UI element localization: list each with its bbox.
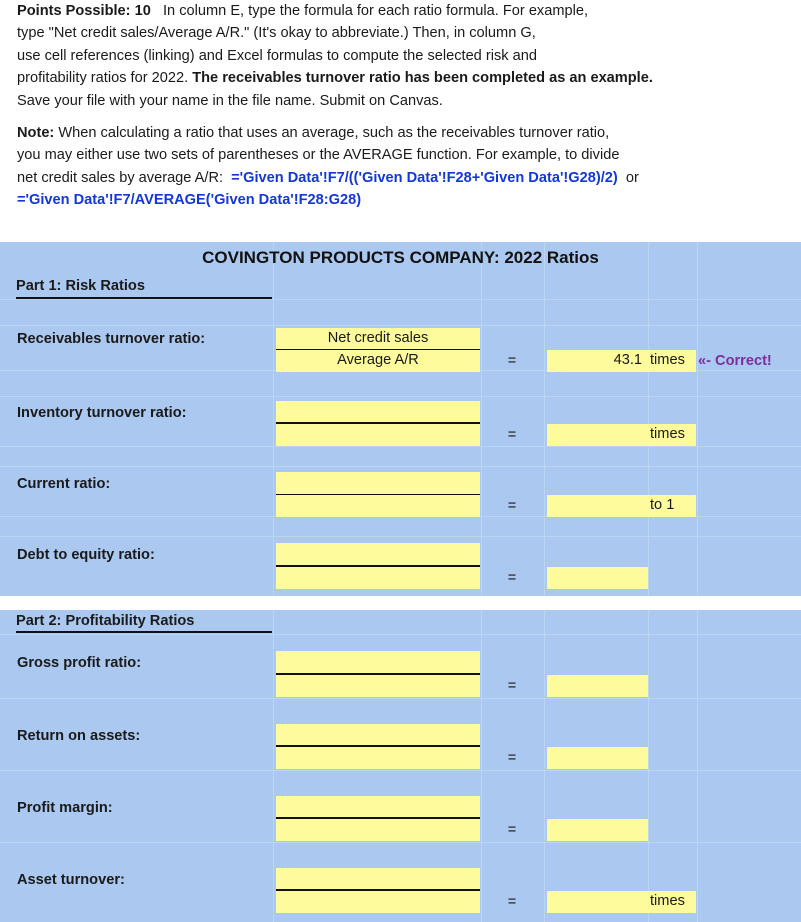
- current-value-cell[interactable]: [547, 495, 648, 517]
- note-or: or: [625, 169, 639, 186]
- note-text: When calculating a ratio that uses an average, such as the receivables turnover ratio,: [58, 125, 610, 142]
- note-line: you may either use two sets of parentheses or the AVERAGE function. For example, to divide: [17, 147, 620, 164]
- current-label: Current ratio:: [17, 476, 111, 492]
- correct-feedback: «- Correct!: [698, 353, 772, 369]
- part1-title: Part 1: Risk Ratios: [16, 278, 145, 294]
- equals-sign: =: [507, 894, 517, 910]
- debt-equity-denominator-cell[interactable]: [276, 567, 480, 589]
- note-label: Note:: [17, 125, 55, 142]
- receivables-numerator-cell[interactable]: [276, 328, 480, 350]
- profit-margin-numerator-cell[interactable]: [276, 796, 480, 818]
- instructions-paragraph: [17, 0, 797, 22]
- instruction-text: profitability ratios for 2022.: [17, 70, 189, 87]
- asset-turnover-denominator-cell[interactable]: [276, 891, 480, 913]
- formula-example-1: ='Given Data'!F7/(('Given Data'!F28+'Given Data'!G28)/2): [231, 169, 618, 186]
- current-unit: to 1: [650, 497, 675, 513]
- receivables-unit-cell: [648, 350, 696, 372]
- asset-turnover-label: Asset turnover:: [17, 872, 125, 888]
- equals-sign: =: [507, 427, 517, 443]
- instruction-line: Save your file with your name in the file name. Submit on Canvas.: [17, 92, 443, 109]
- asset-turnover-numerator-cell[interactable]: [276, 868, 480, 890]
- receivables-value: 43.1: [613, 352, 642, 368]
- part2-title: Part 2: Profitability Ratios: [16, 613, 195, 629]
- equals-sign: =: [507, 678, 517, 694]
- inventory-numerator-cell[interactable]: [276, 401, 480, 423]
- profit-margin-denominator-cell[interactable]: [276, 819, 480, 841]
- note-line: [17, 122, 797, 144]
- instruction-text: In column E, type the formula for each ratio formula. For example,: [163, 3, 589, 19]
- note-line: [17, 189, 797, 211]
- current-denominator-cell[interactable]: [276, 495, 480, 517]
- receivables-denominator-cell[interactable]: [276, 350, 480, 372]
- points-label: Points Possible: 10: [17, 3, 151, 19]
- gross-profit-denominator-cell[interactable]: [276, 675, 480, 697]
- inventory-unit: times: [650, 426, 685, 442]
- instruction-line: [17, 67, 797, 89]
- roa-numerator-cell[interactable]: [276, 724, 480, 746]
- sheet-title: COVINGTON PRODUCTS COMPANY: 2022 Ratios: [202, 248, 599, 267]
- equals-sign: =: [507, 353, 517, 369]
- instruction-line: use cell references (linking) and Excel formulas to compute the selected risk and: [17, 47, 537, 64]
- receivables-label: Receivables turnover ratio:: [17, 331, 206, 347]
- inventory-value-cell[interactable]: [547, 424, 648, 446]
- receivables-value-cell[interactable]: [547, 350, 648, 372]
- inventory-unit-cell: [648, 424, 696, 446]
- roa-value-cell[interactable]: [547, 747, 648, 769]
- debt-equity-numerator-cell[interactable]: [276, 543, 480, 565]
- equals-sign: =: [507, 498, 517, 514]
- inventory-label: Inventory turnover ratio:: [17, 405, 187, 421]
- note-line: [17, 167, 797, 189]
- gross-profit-label: Gross profit ratio:: [17, 655, 142, 671]
- formula-example-2: ='Given Data'!F7/AVERAGE('Given Data'!F28:G28): [17, 192, 362, 209]
- receivables-unit: times: [650, 352, 685, 368]
- spreadsheet-part2: [0, 610, 801, 922]
- profit-margin-value-cell[interactable]: [547, 819, 648, 841]
- receivables-numerator: Net credit sales: [327, 330, 429, 346]
- instruction-line: type "Net credit sales/Average A/R." (It's okay to abbreviate.) Then, in column G,: [17, 25, 536, 42]
- current-numerator-cell[interactable]: [276, 472, 480, 494]
- roa-label: Return on assets:: [17, 728, 141, 744]
- inventory-denominator-cell[interactable]: [276, 424, 480, 446]
- roa-denominator-cell[interactable]: [276, 747, 480, 769]
- receivables-denominator: Average A/R: [337, 352, 419, 368]
- debt-equity-value-cell[interactable]: [547, 567, 648, 589]
- current-unit-cell: [648, 495, 696, 517]
- note-text: net credit sales by average A/R:: [17, 169, 224, 186]
- gross-profit-numerator-cell[interactable]: [276, 651, 480, 673]
- equals-sign: =: [507, 570, 517, 586]
- gross-profit-value-cell[interactable]: [547, 675, 648, 697]
- asset-turnover-unit: times: [650, 893, 685, 909]
- profit-margin-label: Profit margin:: [17, 800, 113, 816]
- spreadsheet-part1: [0, 242, 801, 596]
- equals-sign: =: [507, 822, 517, 838]
- instructions: [17, 0, 797, 212]
- debt-equity-label: Debt to equity ratio:: [17, 547, 155, 563]
- equals-sign: =: [507, 750, 517, 766]
- asset-turnover-unit-cell: [648, 891, 696, 913]
- instruction-emphasis: The receivables turnover ratio has been completed as an example.: [192, 70, 653, 87]
- asset-turnover-value-cell[interactable]: [547, 891, 648, 913]
